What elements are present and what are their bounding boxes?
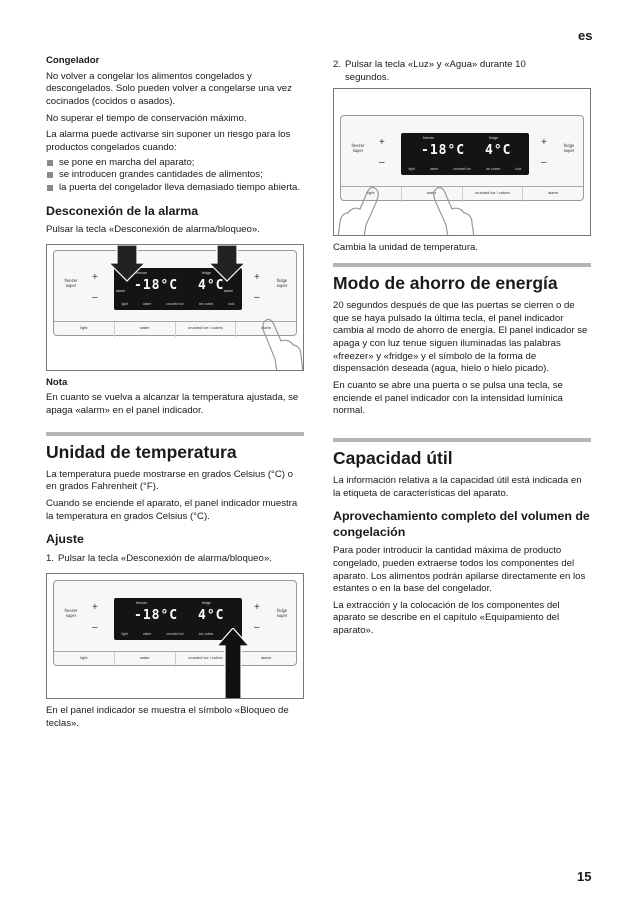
list-item: la puerta del congelador lleva demasiado tiempo abierta. — [46, 182, 304, 195]
light-button[interactable]: light — [54, 322, 115, 337]
right-column — [333, 59, 591, 642]
light-button[interactable]: light — [341, 187, 402, 202]
freezer-temp: -18°C — [134, 277, 179, 293]
figure-lock-panel — [46, 573, 304, 699]
fridge-label: fridge — [563, 143, 575, 149]
figure-3-caption: Cambia la unidad de temperatura. — [333, 242, 479, 254]
figure-unit-panel — [333, 88, 591, 236]
display-freezer-label: freezer — [136, 270, 148, 275]
display-fridge-label: fridge — [202, 270, 211, 275]
alarm-indicator: alarm — [224, 288, 233, 293]
freezer-plus: + — [92, 271, 98, 283]
freezer-minus: – — [92, 622, 98, 634]
fridge-label: fridge — [276, 608, 288, 614]
aprovechamiento-paragraph-2: La extracción y la colocación de los componentes del aparato se describe en el capítulo «Equipamiento del aparato». — [333, 599, 560, 637]
freezer-plus: + — [92, 602, 98, 614]
alarm-button[interactable]: alarm — [261, 655, 272, 661]
fridge-minus: – — [254, 291, 260, 303]
fridge-temp: 4°C — [198, 608, 225, 624]
list-item: se introducen grandes cantidades de alimentos; — [46, 169, 304, 182]
super-label: super — [352, 148, 364, 154]
step-text: Pulsar la tecla «Desconexión de alarma/bloqueo». — [58, 552, 272, 564]
language-code: es — [578, 28, 593, 43]
freezer-plus: + — [379, 137, 385, 149]
display-labels: light water crushed ice ice cubes — [121, 632, 214, 637]
alarm-cause-list — [46, 157, 304, 195]
section-rule — [333, 438, 591, 442]
freezer-label: freezer — [351, 143, 365, 149]
fridge-temp: 4°C — [485, 143, 512, 159]
congelador-paragraph-2: No superar el tiempo de conservación máximo. — [46, 112, 247, 124]
unidad-paragraph-1: La temperatura puede mostrarse en grados Celsius (°C) o en grados Fahrenheit (°F). — [46, 468, 293, 493]
step-number: 2. — [333, 59, 342, 70]
capacidad-paragraph: La información relativa a la capacidad útil está indicada en la etiqueta de características del aparato. — [333, 474, 582, 499]
fridge-minus: – — [541, 157, 547, 169]
pointing-hand-icon — [257, 315, 304, 371]
water-button[interactable]: water — [115, 322, 176, 337]
ahorro-heading: Modo de ahorro de energía — [333, 272, 558, 293]
freezer-label: freezer — [64, 608, 78, 614]
display-fridge-label: fridge — [489, 136, 498, 141]
unidad-paragraph-2: Cuando se enciende el aparato, el panel indicador muestra la temperatura en grados Celsius (°C). — [46, 498, 298, 522]
step-number: 1. — [46, 552, 55, 564]
freezer-temp: -18°C — [134, 608, 179, 624]
light-button[interactable]: light — [54, 652, 115, 667]
freezer-temp: -18°C — [421, 143, 466, 159]
freezer-label: freezer — [64, 277, 78, 283]
nota-heading: Nota — [46, 376, 68, 388]
aprovechamiento-paragraph-1: Para poder introducir la cantidad máxima de producto congelado, pueden extraerse todos los componentes del aparato. Los alimentos podrán apilarse directamente en los estantes o en la base del congelador. — [333, 545, 586, 595]
freezer-minus: – — [92, 291, 98, 303]
congelador-paragraph-3: La alarma puede activarse sin suponer un riesgo para los productos congelados cuando: — [46, 129, 291, 153]
left-column — [46, 55, 304, 735]
pointing-hand-icon — [336, 185, 382, 236]
fridge-plus: + — [254, 602, 260, 614]
list-item: se pone en marcha del aparato; — [46, 157, 304, 170]
ajuste-heading: Ajuste — [46, 532, 84, 547]
display-freezer-label: freezer — [423, 136, 435, 141]
super-label: super — [276, 282, 288, 288]
alarm-button[interactable]: alarm — [261, 324, 272, 330]
congelador-paragraph-1: No volver a congelar los alimentos congelados y descongelados. Solo pueden volver a congelarse una vez cocinados (cocidos o asados). — [46, 70, 292, 107]
fridge-plus: + — [254, 271, 260, 283]
button-row — [54, 651, 296, 667]
display-freezer-label: freezer — [136, 601, 148, 606]
super-label: super — [563, 148, 575, 154]
water-button[interactable]: water — [115, 652, 176, 667]
pointing-hand-icon — [424, 185, 480, 236]
section-rule — [333, 263, 591, 267]
section-rule — [46, 432, 304, 436]
alarm-indicator: alarm — [116, 288, 125, 293]
nota-paragraph: En cuanto se vuelva a alcanzar la temperatura ajustada, se apaga «alarm» en el panel indicador. — [46, 392, 299, 417]
super-label: super — [65, 282, 77, 288]
alarm-off-heading: Desconexión de la alarma — [46, 203, 199, 218]
unidad-heading: Unidad de temperatura — [46, 441, 237, 462]
ice-button[interactable]: crushed ice / cubes — [463, 187, 524, 202]
control-panel — [53, 580, 297, 666]
fridge-temp: 4°C — [198, 277, 225, 293]
alarm-button[interactable]: alarm — [548, 190, 559, 196]
figure-alarm-panel — [46, 244, 304, 371]
step-2 — [333, 59, 591, 84]
display-labels: light water crushed ice ice cubes lock — [408, 167, 522, 172]
alarm-off-paragraph: Pulsar la tecla «Desconexión de alarma/bloqueo». — [46, 224, 260, 236]
down-arrow-icon — [107, 245, 147, 283]
super-label: super — [276, 613, 288, 619]
ahorro-paragraph-1: 20 segundos después de que las puertas se cierren o de que se haya pulsado la última tecla, el panel indicador cambia al modo de ahorro de energía. El panel indicador se apaga y con luz tenue siguen iluminadas las palabras «freezer» y «fridge» y el símbolo de la forma de dispensación deseada (agua, hielo o hielo picado). — [333, 299, 588, 375]
fridge-plus: + — [541, 137, 547, 149]
step-1 — [46, 553, 304, 566]
ice-button[interactable]: crushed ice / cubes — [176, 322, 237, 337]
page-number: 15 — [577, 869, 592, 884]
ice-button[interactable]: crushed ice / cubes — [176, 652, 237, 667]
fridge-label: fridge — [276, 277, 288, 283]
freezer-minus: – — [379, 157, 385, 169]
up-arrow-icon — [215, 628, 251, 699]
down-arrow-icon — [207, 245, 247, 283]
super-label: super — [65, 613, 77, 619]
figure-2-caption: En el panel indicador se muestra el símbolo «Bloqueo de teclas». — [46, 705, 289, 730]
display-fridge-label: fridge — [202, 601, 211, 606]
display-labels: light water crushed ice ice cubes lock — [121, 301, 235, 306]
temperature-display — [401, 133, 529, 175]
aprovechamiento-heading: Aprovechamiento completo del volumen de congelación — [333, 509, 590, 539]
water-button[interactable]: water — [402, 187, 463, 202]
step-text: Pulsar la tecla «Luz» y «Agua» durante 10 segundos. — [345, 59, 526, 83]
fridge-minus: – — [254, 622, 260, 634]
congelador-heading: Congelador — [46, 55, 100, 66]
ahorro-paragraph-2: En cuanto se abre una puerta o se pulsa una tecla, se enciende el panel indicador con la intensidad lumínica normal. — [333, 379, 563, 417]
capacidad-heading: Capacidad útil — [333, 447, 453, 468]
